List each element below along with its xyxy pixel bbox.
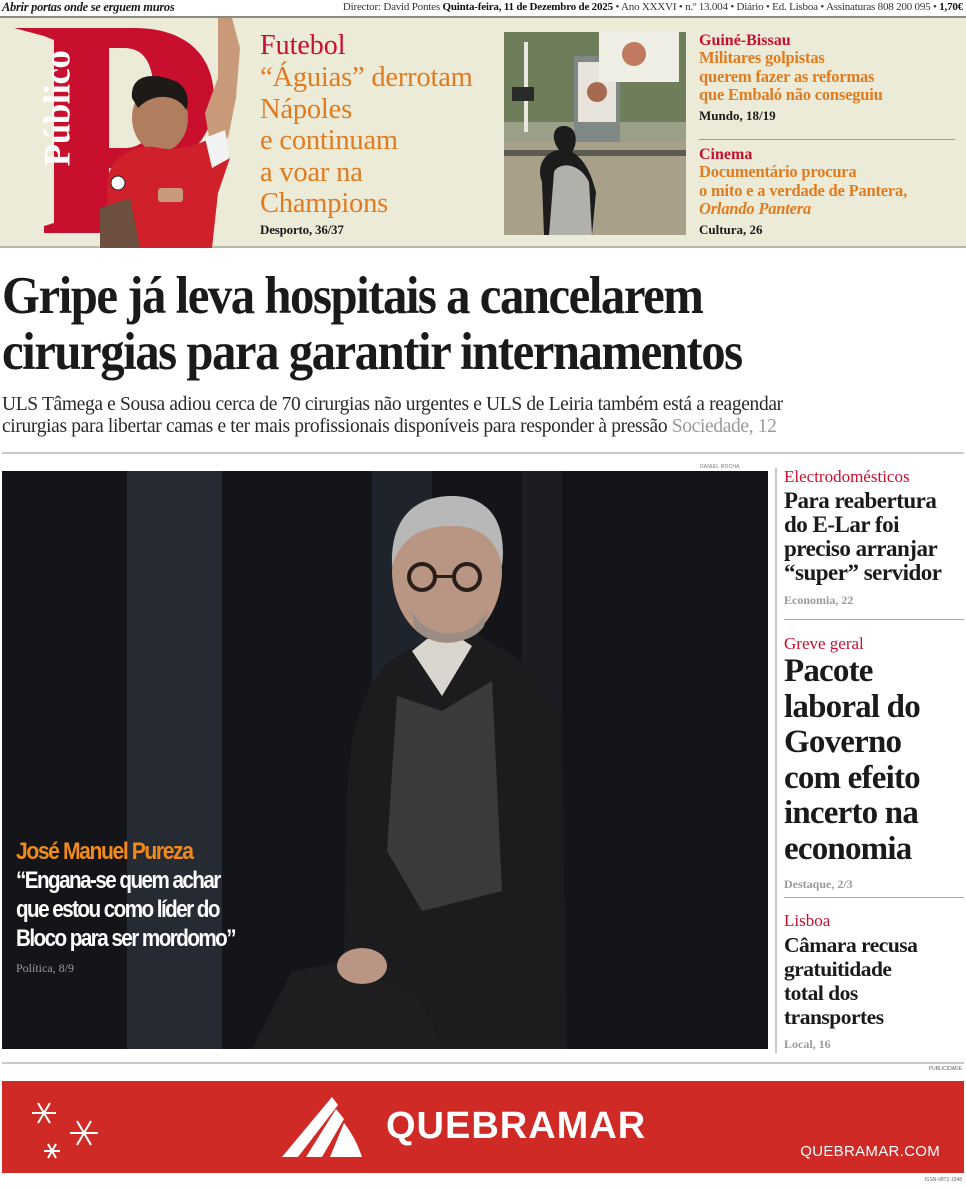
- promo-banner: [0, 18, 966, 248]
- page-reference: Política, 8/9: [16, 961, 74, 975]
- page-reference: Destaque, 2/3: [784, 877, 853, 891]
- story-headline[interactable]: Para reabertura do E-Lar foi preciso arranjar “super” servidor: [784, 488, 942, 585]
- story-headline[interactable]: Pacote laboral do Governo com efeito incerto na economia: [784, 653, 920, 867]
- lead-deck: ULS Tâmega e Sousa adiou cerca de 70 cirurgias não urgentes e ULS de Leiria também está a reagendar cirurgias para libertar camas e ter mais profissionais disponíveis para responder à pressão Sociedade, 12: [2, 394, 783, 437]
- page-reference: Mundo, 18/19: [699, 107, 776, 123]
- page-reference: Desporto, 36/37: [260, 221, 344, 237]
- story-kicker: Guiné-Bissau: [699, 32, 791, 49]
- interviewee-name: José Manuel Pureza: [16, 838, 193, 865]
- director: Director: David Pontes: [342, 1, 440, 13]
- story-kicker: Lisboa: [784, 911, 831, 930]
- photo-credit: DANIEL ROCHA: [700, 464, 740, 470]
- guine-story[interactable]: [699, 32, 961, 124]
- feature-photo[interactable]: [2, 471, 768, 1049]
- divider: [699, 139, 955, 140]
- slogan: Abrir portas onde se erguem muros: [2, 0, 175, 14]
- cinema-story[interactable]: [699, 146, 961, 238]
- quebramar-logo-icon: [282, 1097, 366, 1159]
- masthead-info: [343, 1, 963, 13]
- football-player-photo: [100, 18, 255, 248]
- page-reference: Economia, 22: [784, 593, 854, 607]
- advert-label: PUBLICIDADE: [928, 1066, 962, 1072]
- lead-headline[interactable]: Gripe já leva hospitais a cancelarem cirurgias para garantir internamentos: [2, 267, 742, 381]
- labour-story[interactable]: [784, 634, 964, 892]
- divider: [784, 619, 964, 620]
- story-headline[interactable]: Documentário procura o mito e a verdade de Pantera, Orlando Pantera: [699, 162, 907, 218]
- advert-brand: QUEBRAMAR: [386, 1105, 647, 1147]
- issue-date: Quinta-feira, 11 de Dezembro de 2025: [442, 1, 613, 13]
- feature-caption[interactable]: [16, 838, 271, 976]
- lead-story[interactable]: [2, 267, 964, 437]
- feature-quote[interactable]: “Engana-se quem achar que estou como líder do Bloco para ser mordomo”: [16, 867, 236, 952]
- story-headline[interactable]: “Águias” derrotam Nápoles e continuam a voar na Champions: [260, 62, 473, 219]
- story-kicker: Electrodomésticos: [784, 467, 910, 486]
- page-reference: Local, 16: [784, 1037, 831, 1051]
- issue-info: • Ano XXXVI • n.º 13.004 • Diário • Ed. Lisboa • Assinaturas 808 200 095 •: [615, 1, 937, 13]
- column-divider: [775, 468, 777, 1053]
- story-headline[interactable]: Câmara recusa gratuitidade total dos transportes: [784, 933, 918, 1029]
- page-reference: Cultura, 26: [699, 221, 763, 237]
- sport-story[interactable]: [260, 30, 505, 238]
- quebramar-advert[interactable]: [2, 1081, 964, 1173]
- economy-story[interactable]: [784, 467, 964, 608]
- masthead-strip: [0, 0, 966, 14]
- issn-number: ISSN-0872-1548: [924, 1177, 962, 1183]
- divider: [2, 1062, 964, 1064]
- story-headline[interactable]: Militares golpistas querem fazer as reformas que Embaló não conseguiu: [699, 48, 883, 104]
- story-kicker: Cinema: [699, 146, 753, 163]
- page-reference: Sociedade, 12: [671, 416, 777, 437]
- advert-url[interactable]: QUEBRAMAR.COM: [800, 1143, 940, 1160]
- story-kicker: Greve geral: [784, 634, 864, 653]
- guine-bissau-street-photo: [504, 32, 686, 235]
- divider: [2, 452, 964, 454]
- story-kicker: Futebol: [260, 30, 346, 61]
- divider: [784, 897, 964, 898]
- snowflake-icon: [26, 1095, 110, 1165]
- logo-wordmark: Público: [37, 50, 79, 166]
- price: 1,70€: [939, 1, 963, 13]
- lisbon-story[interactable]: [784, 911, 964, 1052]
